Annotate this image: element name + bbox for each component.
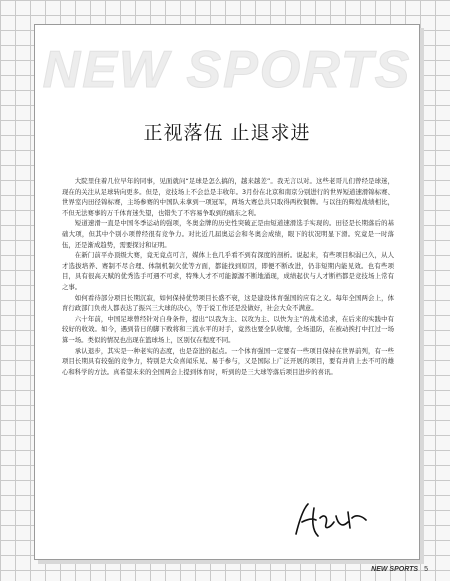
article-body <box>62 176 394 377</box>
paragraph: 承认退步，其实是一种老实的态度，也是奋进的起点。一个体育强国一定要有一些项目保持在世界前列，有一些项目长期具有较强的竞争力，特别是大众喜闻乐见、易于参与，又是国际上广泛开展的项目，要有并肩上去不可的雄心和科学的方法。真希望未来的全国两会上提到体育时，听到的是三大球等落后项目进步的喜讯。 <box>62 346 394 376</box>
handwritten-signature <box>290 498 370 542</box>
article-headline: 正视落伍 止退求进 <box>143 122 311 144</box>
paragraph: 六十年前，中国足球曾经针对自身条件，提出“以我为主、以攻为主、以快为主”的战术追求，在后来的实践中有较好的收效。如今，遇到昔日的脚下败将和三流水平的对手，竟然也要全队收缩，全场退防，在被动挨打中扛过一场算一场。类似的情况也出现在篮球场上，区别仅在程度不同。 <box>62 314 394 344</box>
footer-brand: NEW SPORTS <box>371 566 419 573</box>
paragraph: 大院里住着几位早年的同事，见面就问“足球是怎么搞的，越来越差”。我无言以对。这些老哥儿们曾经是球迷，现在的关注从足球转向更多。但是，竞技场上不会总是丰收年。3月份在北京和南京分别进行的世界短道速滑锦标赛、世界室内田径锦标赛，主场参赛的中国队未拿到一项冠军，两场大赛总共只取得两枚铜牌。与以往的辉煌战绩相比，不但无法赛事的万千体育迷失望，也错失了不容易争取到的痛东之利。 <box>62 177 394 217</box>
page-footer <box>371 566 428 573</box>
page-number: 5 <box>424 566 428 573</box>
paragraph: 短道速滑一直是中国冬季运动的强项，冬奥金牌的历史性突破正是由短道速滑选手实现的。田径是长期落后的基础大项，但其中个别小项曾经很有竞争力。对比近几届奥运会和冬奥会成绩，眼下的状况明显下滑。究竟是一时落伍，还是渐成趋势，需要探讨和证明。 <box>62 219 394 249</box>
masthead-watermark: NEW SPORTS <box>42 41 412 99</box>
paragraph: 在新门前平办顶级大赛，竟无竟点可言，媒体上也几乎看不到有深度的剖析。说起来，有些项目积弱已久，从人才选拔培养、赛制不尽合理、体制机制欠优等方面，都能找到原因，即便不断改进，仍非短期内能见效。也有些项目，具有很高天赋的优秀选手可遇不可求，特殊人才不可能源源不断地涌现，成绩起伏与人才断档都是竞技场上常有之事。 <box>62 251 394 291</box>
paragraph: 如何看待部分项目长期沉寂，如何保持优势项目长盛不衰，这是建设体育强国的应有之义。每年全国两会上，体育行政部门负责人都表达了振兴三大球的决心，等于说工作还是没做好，社会大众不满意。 <box>62 293 394 313</box>
